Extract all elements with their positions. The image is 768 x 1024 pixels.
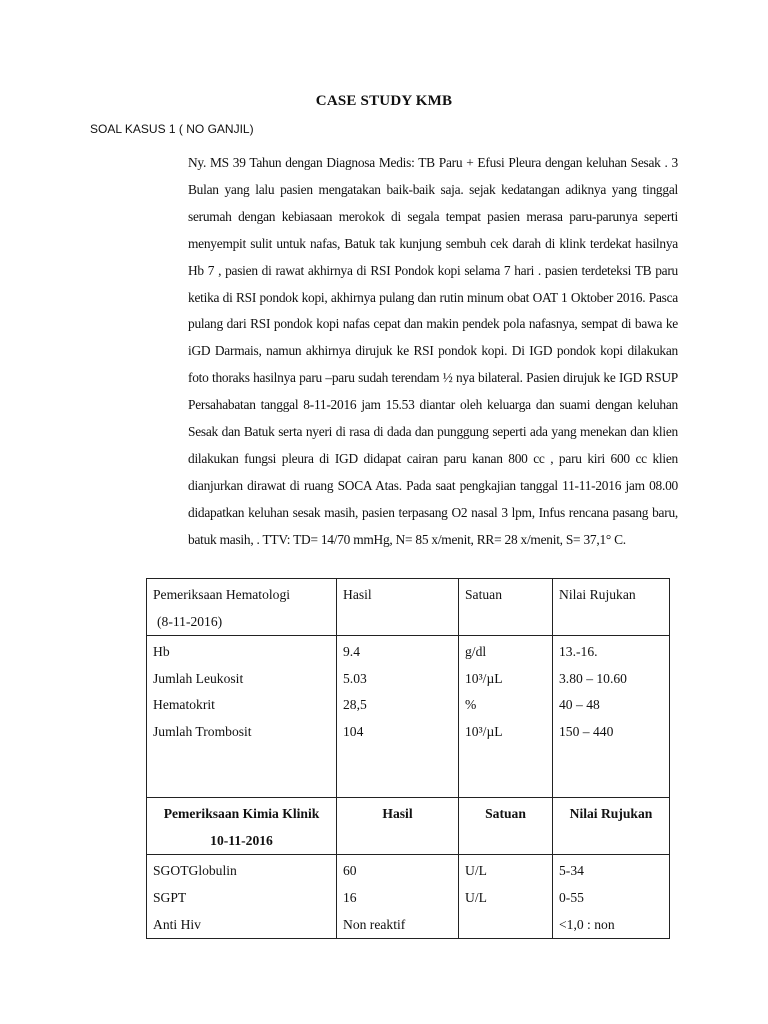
table-cell: 10³/µL (465, 670, 503, 686)
hematologi-names (147, 636, 337, 798)
kimia-header-rujukan: Nilai Rujukan (553, 798, 670, 855)
table-cell: Jumlah Leukosit (153, 670, 244, 686)
table-cell: Jumlah Trombosit (153, 723, 252, 739)
table-cell: 28,5 (343, 697, 367, 713)
kimia-satuan (459, 855, 553, 939)
hematologi-rujukan (553, 636, 670, 798)
lab-results-table (146, 578, 670, 939)
hematologi-header-hasil: Hasil (337, 579, 459, 636)
table-cell: U/L (465, 863, 487, 879)
table-cell: 9.4 (343, 644, 360, 660)
kimia-hasil (337, 855, 459, 939)
table-cell: 60 (343, 863, 357, 879)
hematologi-header-satuan: Satuan (459, 579, 553, 636)
hematologi-header-row (147, 579, 670, 636)
hematologi-header-name: Pemeriksaan Hematologi (8-11-2016) (147, 579, 337, 636)
table-cell: 5-34 (559, 863, 584, 879)
hematologi-hasil (337, 636, 459, 798)
kimia-header-name: Pemeriksaan Kimia Klinik 10-11-2016 (147, 798, 337, 855)
kimia-data-row (147, 855, 670, 939)
kimia-header-row (147, 798, 670, 855)
table-cell: 3.80 – 10.60 (559, 670, 627, 686)
document-title: CASE STUDY KMB (315, 93, 453, 109)
table-cell: % (465, 697, 477, 713)
case-subtitle: SOAL KASUS 1 ( NO GANJIL) (90, 122, 254, 136)
table-cell: 13.-16. (559, 644, 598, 660)
table-cell: SGPT (153, 889, 187, 905)
table-cell: 150 – 440 (559, 723, 614, 739)
kimia-rujukan (553, 855, 670, 939)
kimia-header-satuan: Satuan (459, 798, 553, 855)
table-cell: 10³/µL (465, 723, 503, 739)
table-cell: 40 – 48 (559, 697, 600, 713)
table-cell: 16 (343, 889, 357, 905)
table-cell: Hematokrit (153, 697, 215, 713)
table-cell: SGOTGlobulin (153, 863, 237, 879)
table-cell: 0-55 (559, 889, 584, 905)
table-cell: Hb (153, 644, 170, 660)
table-cell: U/L (465, 889, 487, 905)
hematologi-header-rujukan: Nilai Rujukan (553, 579, 670, 636)
table-cell: Non reaktif (343, 916, 406, 932)
table-cell: g/dl (465, 644, 487, 660)
case-description: Ny. MS 39 Tahun dengan Diagnosa Medis: TB Paru + Efusi Pleura dengan keluhan Sesak . 3 Bulan yang lalu pasien mengatakan baik-baik saja. sejak kedatangan adiknya yang tinggal serumah dengan kebiasaan merokok di segala tempat pasien merasa paru-parunya seperti menyempit sulit untuk nafas, Batuk tak kunjung sembuh cek darah di klink terdekat hasilnya Hb 7 , pasien di rawat akhirnya di RSI Pondok kopi selama 7 hari . pasien terdeteksi TB paru ketika di RSI pondok kopi, akhirnya pulang dan rutin minum obat OAT 1 Oktober 2016. Pasca pulang dari RSI pondok kopi nafas cepat dan makin pendek pola nafasnya, sempat di bawa ke iGD Darmais, namun akhirnya dirujuk ke RSI pondok kopi. Di IGD pondok kopi dilakukan foto thoraks hasilnya paru –paru sudah terendam ½ nya bilateral. Pasien dirujuk ke IGD RSUP Persahabatan tanggal 8-11-2016 jam 15.53 diantar oleh keluarga dan suami dengan keluhan Sesak dan Batuk serta nyeri di rasa di dada dan punggung seperti ada yang menekan dan klien dilakukan fungsi pleura di IGD didapat cairan paru kanan 800 cc , paru kiri 600 cc klien dianjurkan dirawat di ruang SOCA Atas. Pada saat pengkajian tanggal 11-11-2016 jam 08.00 didapatkan keluhan sesak masih, pasien terpasang O2 nasal 3 lpm, Infus rencana pasang baru, batuk masih, . TTV: TD= 14/70 mmHg, N= 85 x/menit, RR= 28 x/menit, S= 37,1° C. (188, 155, 678, 547)
hematologi-data-row (147, 636, 670, 798)
kimia-header-hasil: Hasil (337, 798, 459, 855)
table-cell: Anti Hiv (153, 916, 201, 932)
hematologi-satuan (459, 636, 553, 798)
table-cell: 104 (343, 723, 364, 739)
kimia-names (147, 855, 337, 939)
table-cell: <1,0 : non (559, 916, 615, 932)
table-cell: 5.03 (343, 670, 367, 686)
